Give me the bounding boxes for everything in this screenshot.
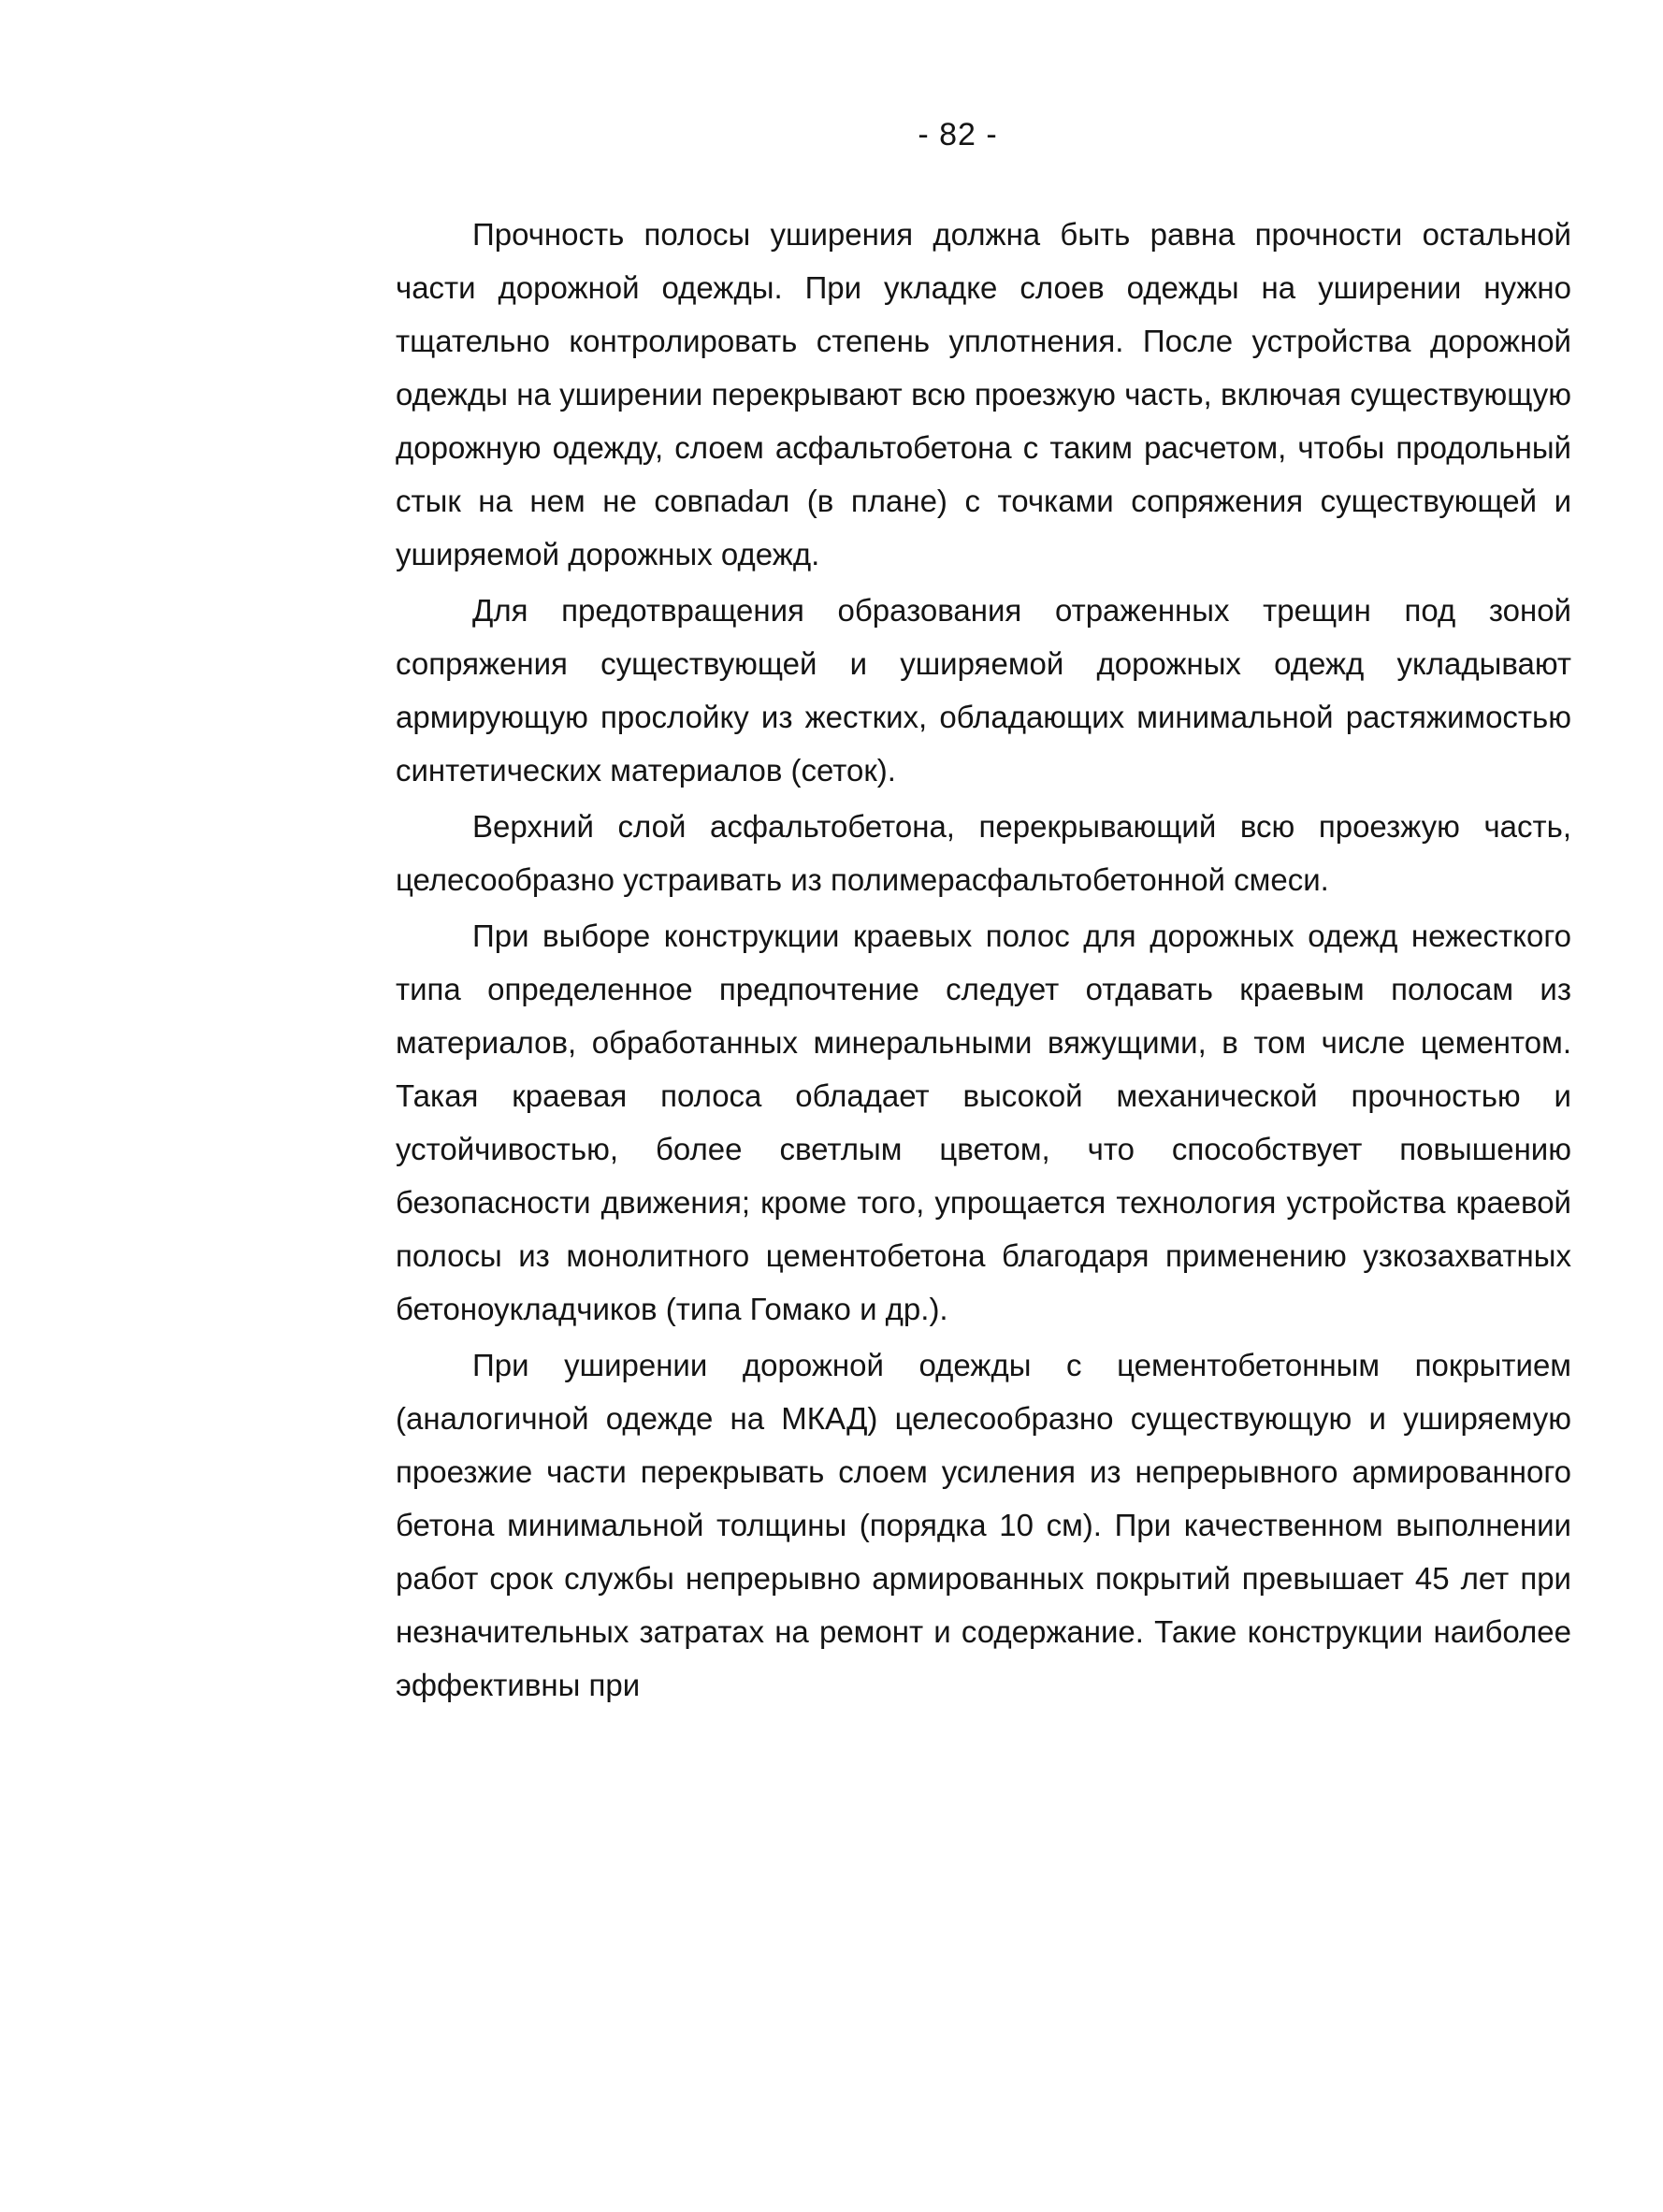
paragraph-crack-prevention: Для предотвращения образования отраженных трещин под зоной сопряжения существующей и уширяемой дорожных одежд укладывают армирующую прослойку из жестких, обладающих минимальной растяжимостью синтетических материалов (сеток).	[396, 593, 1571, 788]
body-text	[396, 208, 1571, 1714]
page-number: - 82 -	[918, 117, 998, 152]
paragraph-cement-concrete-widening: При уширении дорожной одежды с цементобетонным покрытием (аналогичной одежде на МКАД) целесообразно существующую и уширяемую проезжие части перекрывать слоем усиления из непрерывного армированного бетона минимальной толщины (порядка 10 см). При качественном выполнении работ срок службы непрерывно армированных покрытий превышает 45 лет при незначительных затратах на ремонт и содержание. Такие конструкции наиболее эффективны при	[396, 1348, 1571, 1702]
paragraph-edge-strips: При выборе конструкции краевых полос для дорожных одежд нежесткого типа определенное предпочтение следует отдавать краевым полосам из материалов, обработанных минеральными вяжущими, в том числе цементом. Такая краевая полоса обладает высокой механической прочностью и устойчивостью, более светлым цветом, что способствует повышению безопасности движения; кроме того, упрощается технология устройства краевой полосы из монолитного цементобетона благодаря применению узкозахватных бетоноукладчиков (типа Гомако и др.).	[396, 918, 1571, 1326]
paragraph-top-layer: Верхний слой асфальтобетона, перекрывающий всю проезжую часть, целесообразно устраивать из полимерасфальтобетонной смеси.	[396, 809, 1571, 897]
paragraph-road-widening-strength: Прочность полосы уширения должна быть равна прочности остальной части дорожной одежды. При укладке слоев одежды на уширении нужно тщательно контролировать степень уплотнения. После устройства дорожной одежды на уширении перекрывают всю проезжую часть, включая существующую дорожную одежду, слоем асфальтобетона с таким расчетом, чтобы продольный стык на нем не совпаdал (в плане) с точками сопряжения существующей и уширяемой дорожных одежд.	[396, 217, 1571, 571]
